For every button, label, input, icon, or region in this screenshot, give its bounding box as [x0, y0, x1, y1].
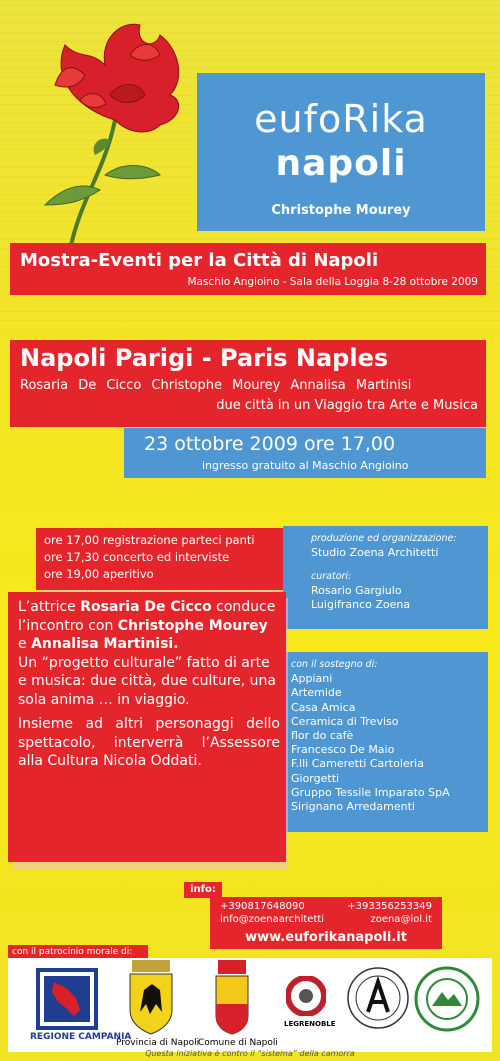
exhibition-venue: Maschio Angioino - Sala della Loggia 8-28 ottobre 2009 [187, 276, 478, 288]
description-project: Un “progetto culturale” fatto di arte e musica: due città, due culture, una sola anima … in viaggio. [18, 654, 277, 708]
sponsor-item: Francesco De Maio [291, 743, 395, 757]
event-title: Napoli Parigi - Paris Naples [20, 344, 389, 372]
legrenoble-caption: LEGRENOBLE [284, 1020, 336, 1028]
logo-subtitle: napoli [275, 143, 407, 184]
schedule-item: ore 17,30 concerto ed interviste [44, 550, 230, 564]
sponsor-item: Sirignano Arredamenti [291, 800, 415, 814]
logo-title: eufoRika [254, 97, 428, 141]
event-performers: Rosaria De Cicco Christophe Mourey Annalisa Martinisi [20, 378, 412, 393]
patronage-label: con il patrocinio morale di: [8, 945, 148, 959]
description-guests: Insieme ad altri personaggi dello spettacolo, interverrà l’Assessore alla Cultura Nicola Oddati. [18, 716, 280, 769]
exhibition-banner [10, 243, 486, 295]
provincia-napoli-caption: Provincia di Napoli [116, 1038, 200, 1048]
description-box [8, 592, 286, 862]
email-link[interactable]: zoena@iol.it [370, 914, 432, 925]
sponsor-item: Ceramica di Treviso [291, 714, 399, 728]
entry-note: ingresso gratuito al Maschio Angioino [202, 459, 409, 472]
date-banner [124, 428, 486, 478]
regione-campania-logo [36, 968, 98, 1030]
production-label: produzione ed organizzazione: [311, 533, 457, 544]
production-box [283, 526, 488, 629]
info-box [210, 897, 442, 949]
carnation-illustration [10, 0, 200, 270]
schedule-item: ore 19,00 aperitivo [44, 567, 154, 581]
provincia-napoli-logo [124, 960, 178, 1036]
description-intro: L’attrice Rosaria De Cicco conduce l’incontro con Christophe Mourey e Annalisa Martinisi. [18, 599, 276, 652]
event-date: 23 ottobre 2009 ore 17,00 [144, 433, 396, 455]
phone-number[interactable]: +390817648090 [220, 901, 305, 912]
exhibition-title: Mostra-Eventi per la Città di Napoli [20, 250, 379, 271]
architects-seal-logo [346, 966, 410, 1030]
sponsor-item: F.lli Cameretti Cartoleria [291, 757, 424, 771]
email-link[interactable]: info@zoenaarchitetti [220, 914, 325, 925]
comune-napoli-caption: Comune di Napoli [198, 1038, 278, 1048]
curators-label: curatori: [311, 571, 352, 582]
sponsor-item: Giorgetti [291, 771, 340, 785]
patronage-logos [8, 958, 492, 1052]
schedule-box [36, 528, 299, 590]
legrenoble-logo [286, 976, 326, 1016]
event-tagline: due città in un Viaggio tra Arte e Musica [216, 398, 478, 413]
artist-name: Christophe Mourey [271, 203, 411, 218]
sponsors-label: con il sostegno di: [291, 659, 378, 670]
comune-napoli-logo [212, 960, 252, 1036]
ingegneri-logo [414, 966, 480, 1032]
info-label: info: [184, 882, 222, 898]
sponsor-item: Appiani [291, 672, 333, 686]
sponsors-box [283, 652, 488, 832]
footnote: Questa iniziativa è contro il “sistema” della camorra [145, 1049, 355, 1058]
logo-panel [197, 73, 485, 231]
curator-name: Luigifranco Zoena [311, 598, 411, 611]
website-link[interactable]: www.euforikanapoli.it [245, 930, 407, 945]
event-banner [10, 340, 486, 427]
schedule-item: ore 17,00 registrazione parteci panti [44, 533, 255, 547]
sponsor-item: Casa Amica [291, 700, 356, 714]
sponsor-item: Gruppo Tessile Imparato SpA [291, 785, 450, 799]
sponsor-item: Artemide [291, 686, 342, 700]
production-studio: Studio Zoena Architetti [311, 546, 439, 559]
curator-name: Rosario Gargiulo [311, 584, 402, 597]
phone-number[interactable]: +393356253349 [347, 901, 432, 912]
regione-campania-caption: REGIONE CAMPANIA [30, 1032, 132, 1042]
sponsor-item: flor do cafè [291, 729, 354, 743]
